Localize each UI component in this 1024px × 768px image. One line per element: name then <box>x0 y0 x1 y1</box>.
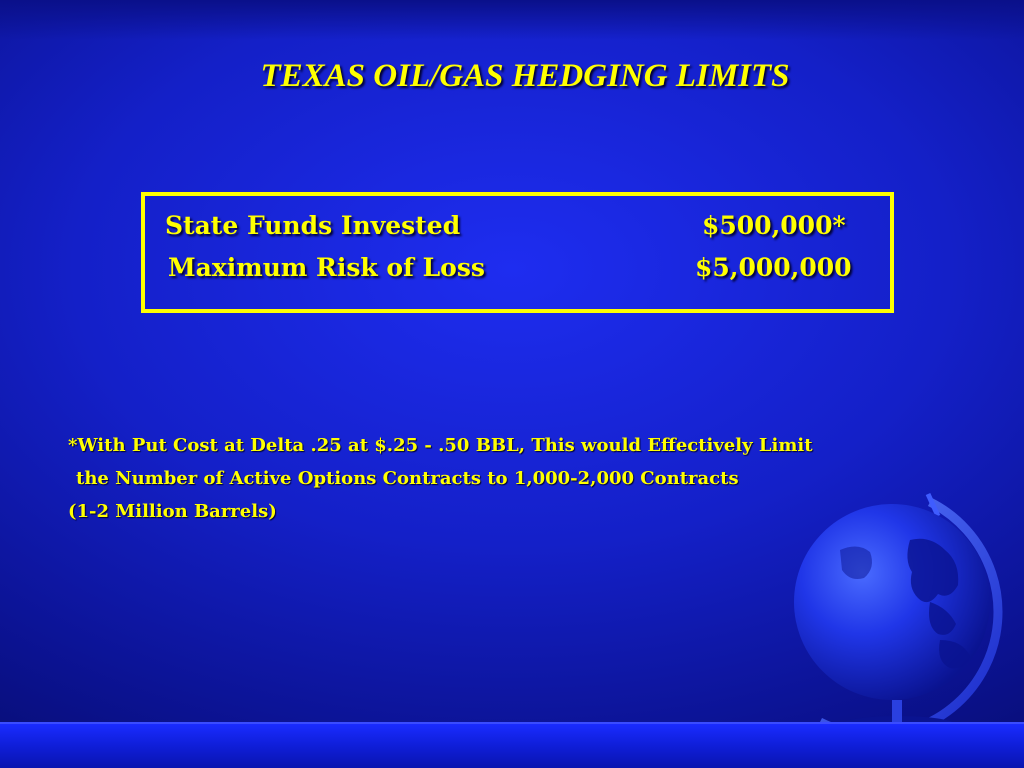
bottom-bar <box>0 722 1024 768</box>
top-shade <box>0 0 1024 40</box>
max-risk-label: Maximum Risk of Loss <box>168 253 485 282</box>
footnote-line-3: (1-2 Million Barrels) <box>68 501 277 522</box>
slide-title: TEXAS OIL/GAS HEDGING LIMITS <box>260 58 790 94</box>
footnote-line-1: *With Put Cost at Delta .25 at $.25 - .50 BBL, This would Effectively Limit <box>68 435 813 456</box>
globe-icon <box>780 490 1020 750</box>
max-risk-value: $5,000,000 <box>695 253 852 282</box>
footnote-line-2: the Number of Active Options Contracts to 1,000-2,000 Contracts <box>76 468 739 489</box>
state-funds-label: State Funds Invested <box>165 211 461 240</box>
state-funds-value: $500,000* <box>702 211 846 240</box>
